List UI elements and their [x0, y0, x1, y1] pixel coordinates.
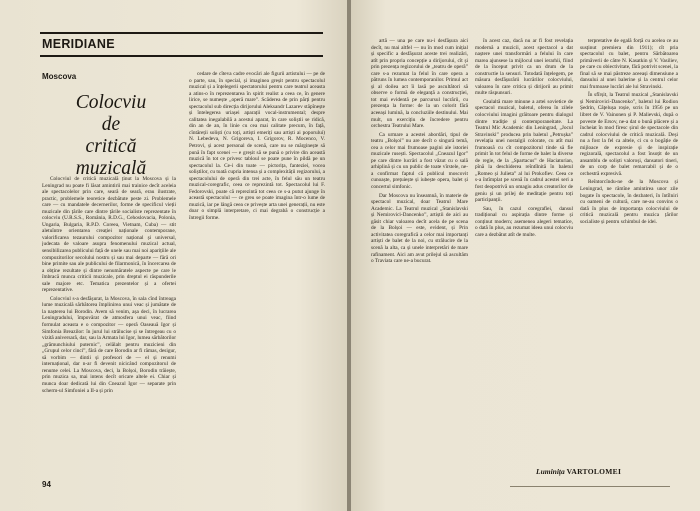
article-headline [56, 92, 166, 180]
headline-line-3: critică [85, 136, 137, 157]
rubric-title: MERIDIANE [42, 37, 115, 51]
left-page [0, 0, 349, 511]
page-number: 94 [42, 480, 51, 489]
author-last-name: VARTOLOMEI [566, 467, 622, 476]
signature-rule [510, 486, 670, 487]
rubric-top-rule [40, 32, 323, 34]
paragraph: cedare de cîteva cadre evocări ale figurii artistului — pe de o parte, sau, în special, și imaginea greșit pentru spectacolul muzical și a înțelegerii spectatorului pentru care teatrul aceasta a atins-o în reprezentarea în spirit realist a ceea ce, în genere lirice, se numește „operă mare”. Scăderea de prin părți pentru spectacolul sub direcția dirijorului Aleksandr Lazarev stăpînește și întelegerea uriașei aparații vocal-instrumental; despre calitatea inegalabilă a acestui aparat, în care soliștii se ridică, din an de an, în linie cu cea mai calitate precum, în față, cîntăreții soliști (cu toți, artiști emeriți sau artiști ai poporului) N. Lebedeva, N. Grigoreva, I. Grigorov, R. Mocenco, V. Petrovi, și acest personal de scenă, care nu se mărginește să pună în fapt scenei — e greșit să se pună o privire din această muzică în tot ce privesc tabloul se poate pune în pildă pe un spectacolul la. Ce-i din toate — pictorița, fanteziei, vocea soliștilor, cu toată cupria intensa și a complexității regizorului, a spectacolului de operă din trei acte, în felul său un teatru muzical-coregrafic, ceea ce reprezintă tot. Spectacolul lui F. Fedorovski, poate că reprezintă tot ceea ce s-a putut ajunge în această spectacolul — ce greu se poate imagina într-o lume de muzică, iar pe lângă ceea ce privește arta unei generații, nu este doar o simplă interpretare, ci mai degrabă o construcție a întregii forme. [189, 71, 325, 222]
paragraph: terpretative de egală forță cu acelea ce au susținut premiera din 1911); cît pria spectacolul cu balet, pentru Sărbătoarea primăverii de către N. Kasatkin și V. Vasiliev, pe care cu obiectivitate, fără potrivit scenei, la final să se mai păstreze aceeași dimensiune a dansului al unei balerine și la centrul celor mai frumoase lucrări ale lui Stravinski. [580, 38, 678, 90]
right-column-3 [580, 38, 678, 460]
headline-line-4: muzicală [75, 158, 147, 179]
author-first-name: Luminița [536, 467, 565, 476]
headline-line-1: Colocviu [75, 92, 147, 113]
paragraph: Colocviul s-a desfășurat, la Moscova, în sala cînd întreaga lume muzicală sărbătorea împlinirea unui veac și jumătate de la nașterea lui Borodin. Avem să venim, așa deci, în lucrarea Leningradului, împovărat de atmosfera unui veac, fiind formulat aceasta e o compozitor — operă Oaseauă Igor și Simfonia Breazilor: în jurul lui strălucise și se întregeau cu o vizită aniversară, dar, sau la Armata lui Igor, lumea sărbătorilor „grămunchiului puternic”, celălalt pentru muzicieni din „Grupul celor cinci”, fără de care Borodin ar fi rămas, desigur, să vorbim — dintii și profesori de — el și renumi internațional, dar n-ar fi devenit nicicând compozitorul de renume celei. La Moscova, deci, la Bolșoi, Borodin trăiește, prin muzica sa, mai intens decît oricare altele ei. Chiar și munca doar dedicată lui din Cneazul Igor — separate prin scherm-ul Simfoniei a II-a și prin [42, 295, 176, 394]
paragraph: În sfîrșit, la Teatrul muzical „Stanislavski și Nemirovici-Dancenko”, baletul lui Rodion Ședrin, Cățelușa roșie, scris în 1956 pe un libret de V. Vainonen și P. Malievski, după o poveste de Ersov, ne-a dat o bună plăcere și a încheiat în mod firesc șirul de spectacole din cadrul colocviului de critică muzicală. Deși nu a fost la fel ca altele, ci cu o bogăție de mijloace de expresie și de inspirație regizorală, spectacolul a fost însoțit de un ansamblu de soliști valoroși, dansatori tineri, de un corp de balet remarcabil și de o orchestră expresivă. [580, 92, 678, 177]
paragraph: Colocviul de critică muzicală ținut la Moscova și la Leningrad nu poate fi lăsat amintirii mai trainice decît aceleia ale spectacolelor prin care, seară de seară, erau ilustrate, practic, problemele teoretice dezbătute peste zi. Problemele care — cu mandatele decernerilor, forme de specificul vieții muzicale din țările care dintre țările socialiste reprezentate în colocviu (U.R.S.S., România, R.D.G., Cehoslovacia, Polonia, Ungaria, Bulgaria, R.P.D. Coreea, Vietnam, Cuba) — stit aletuîntre orientarea creației naționale contemporane, valorificarea tezaurului compozitor național și universal, judecata de valoare asupra fenomenului muzical actual, sensibilizarea publicului față de unele sau mai noi aparițiile ale compozitorilor secolului nostru și sau mai departe — fără ori bine primite sau ale publicului de filarmonică, în încercarea de a obține rezultate și dintre nenumăratele aspecte pe care le îmbracă munca criticii muzicale, prin dreptul ei răspunderile sale majore etc. Tematica prezentelor și a ofertei reprezentative. [42, 176, 176, 294]
paragraph: Dar Moscova nu înseamnă, în materie de spectacol muzical, doar Teatrul Mare Academic. La Teatrul muzical „Stanislavski și Nemirovici-Dancenko”, artiștii de aici au găsit chiar valoarea decît acela de pe scena de la Bolșoi — este, evident, și Prin activitatea coregrafică a celor mai importanți artiști de balet de la noi, cu strălucire de la scenă la alta, ca și unele interpretări de mare rafinament. Aici am avut prilejul să ascultăm o Traviata care ne-a bucurat. [371, 192, 468, 265]
left-column-1 [42, 176, 176, 470]
paragraph: în acest caz, dacă nu ar fi fost revelația modernă a muzicii, acest spectacol a dat naștere unei transformări a felului în care marea ajunsese la mijlocul unei ierarhii, fiind de la început privit ca un drum de la constructie la sensuri. Totodată înțelegem, pe măsura desfășurării lucrărilor colocviului, valoarea în care critica și dirijorii au primit multe răspunsuri. [475, 38, 573, 97]
headline-line-2: de [101, 114, 121, 135]
right-column-2 [475, 38, 573, 486]
author-signature [536, 467, 621, 476]
right-page [351, 0, 700, 511]
left-column-2 [189, 71, 325, 491]
paragraph: Sau, în cazul coregrafiei, dansul tradițional cu aspirația dintre forme și conținut modern; asemenea alegeri tematice, o dată în plus, au rezumat ideea unui colocviu care a dezbătut atît de multe. [475, 205, 573, 238]
right-column-1 [371, 38, 468, 486]
dateline-place: Moscova [42, 72, 77, 81]
paragraph: Ca urmare a acestei abordări, tipul de teatru „Bolșoi” nu are decît o singură temă, cea a celor mai frumoase pagini ale istoriei muzicale rusești. Spectacolul „Cneazul Igor” pe care dintre lucrări a fost văzut cu o sală arhiplină și cu un public de toate vîrstele, ne-a confirmat faptul că publicul moscovit cunoaște, prețuiește și iubește opera, balet și concertul simfonic. [371, 131, 468, 191]
paragraph: Cealaltă mare minune a artei sovietice de spectacol muzical, baletul, oferea în zilele colocviului imagini grăitoare pentru dialogul dintre tradiție și contemporaneitate. La Teatrul Mic Academic din Leningrad, „Jocul Stravinski” producea prin baletul „Petrușka” revelația unei nostalgii colorate, cu atît mai frumoasă cu cît compozitorul tinde să fie primit în tot felul de forme de balet la diverse de regie, de la „Spartacus” de Haciaturian, pînă la deschiderea reîntîlnită în baletul „Romeo și Julieta” al lui Prokofiev. Ceea ce s-a întîmplat pe scenă în cadrul acestei seri a fost deopotrivă un omagiu adus creatorilor de geniu și un prilej de meditație pentru toți participanții. [475, 98, 573, 204]
rubric-bottom-rule [40, 55, 323, 57]
paragraph: artă — una pe care nu-i desfășura aici decît, nu mai altfel — nu în mod cum inițial și specific a desfășurat aceste trei realizări, atît prin propria concepție a dirijorului, cît și prin prezența regizorului de „teatru de operă” care s-a rezumat la felul în care opera a pătruns în lumea contemporanilor. Primul act și al doilea act îi lasă pe ascultători să observe o formă de eleganță a construcției, tot mai evidentă pe parcursul lucrării, cu prezența la forme: de la un colorit fără aceeași lumină, la concluziile destinului. Mai mult, un exercițiu de încredere pentru orchestra Teatrului Mare. [371, 38, 468, 130]
paragraph: Reîntorcîndu-ne de la Moscova și Leningrad, ne rămîne amintirea unor zile bogate în spectacole, în dezbateri, în întîlniri cu oameni de cultură, care ne-au convins o dată în plus de importanța colocviului de critică muzicală pentru muzica țărilor socialiste și pentru schimbul de idei. [580, 179, 678, 225]
